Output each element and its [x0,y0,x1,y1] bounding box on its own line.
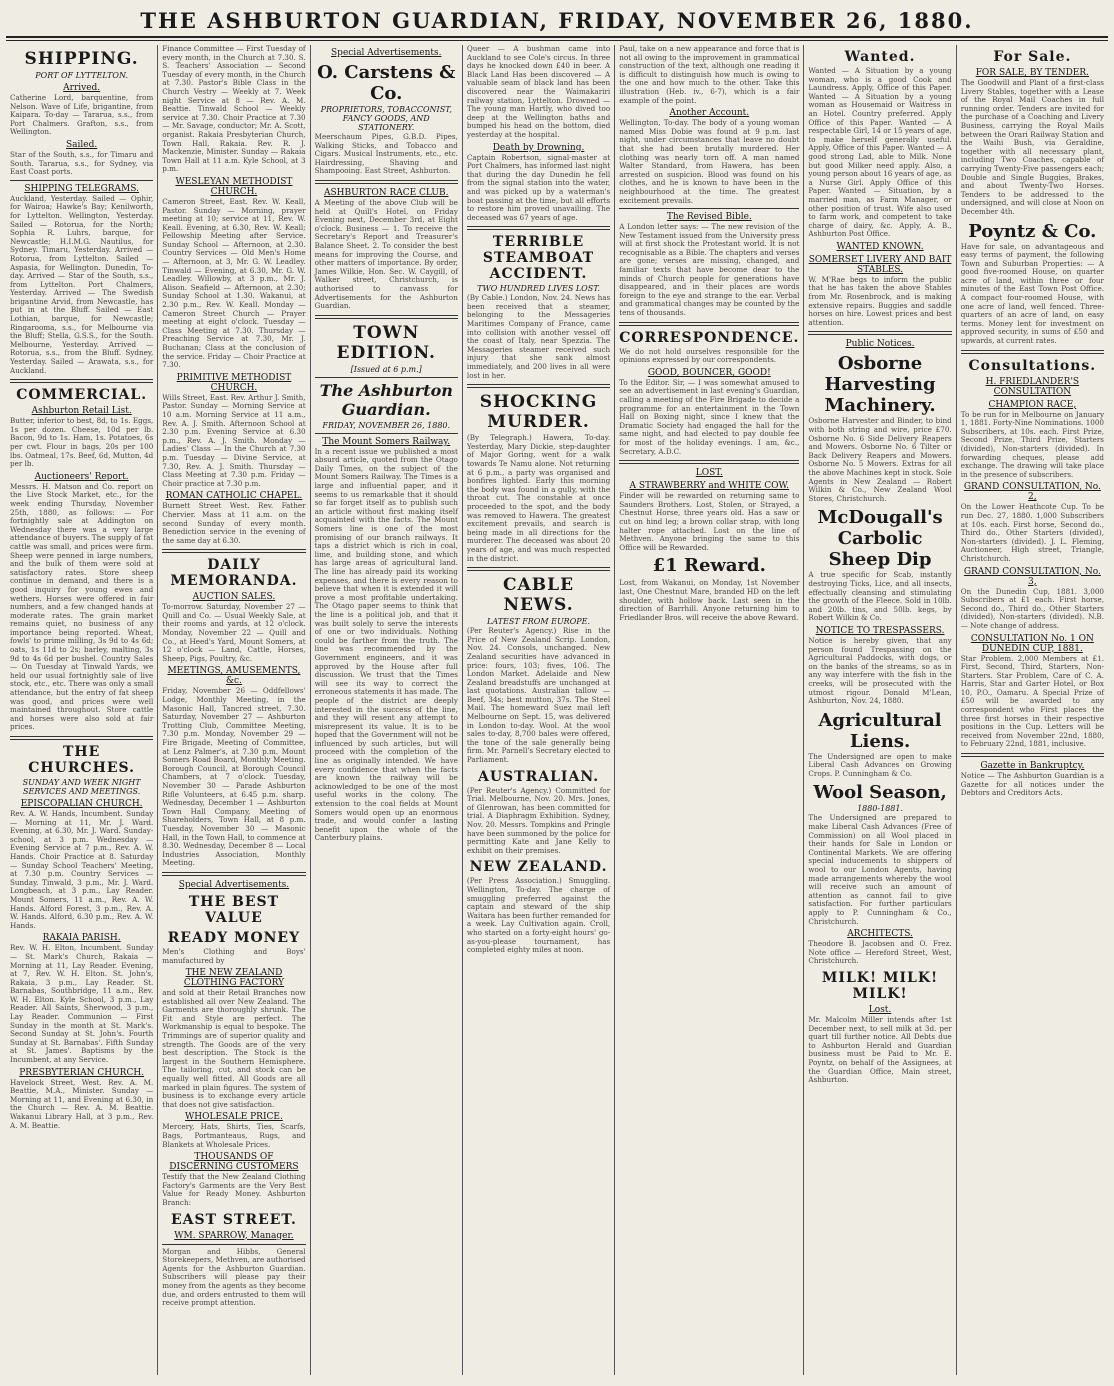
filler-text: Finance Committee — First Tuesday of every month, in the Church at 7.30. S. S. Teachers' Association — Second Tuesday of every month, in the Church at 7.30. Pastor's Bible Class in the Church Vestry — Weekly at 7. Week night Service at 8 — Rev. A. M. Beattie. Tinwald School — Weekly service at 7.30. Choir Practice at 7.30 — Mr. Savage, conductor; Mr. A. Scott, organist. Rakaia Presbyterian Church, Town Hall, Rakaia. Rev. R. J. Mackenzie, Minister. Sunday — Rakaia Town Hall at 11 a.m. Kyle School, at 3 p.m. [162,44,306,174]
grand3-heading: GRAND CONSULTATION, No. 3, [963,566,1101,587]
divider [10,379,153,383]
divider [619,322,799,326]
factory-heading: THE NEW ZEALAND CLOTHING FACTORY [183,968,285,989]
divider [467,226,610,230]
lost-heading: Lost. [868,1004,892,1015]
filler-text: A Meeting of the above Club will be held at Quill's Hotel, on Friday Evening next, December 3rd, at Eight o'clock. Business — 1. To receive the Secretary's Report and Treasurer's Balance Sheet. 2. To consider the best means for improving the Course, and other matters of importance. By order, James Wilkie, Hon. Sec. W. Caygill, of Walker street, Christchurch, is authorised to canvass for Advertisements for the Ashburton Guardian. [314,197,458,311]
good-heading: GOOD, BOUNCER, GOOD! [647,367,771,378]
filler-text: In a recent issue we published a most absurd article, quoted from the Otago Daily Times, on the subject of the Mount Somers Railway. The Times is a large and influential paper, and it seems to us remarkable that it should so far forget itself as to publish such an article without first making itself acquainted with the facts. The Mount Somers line is one of the most promising of our branch railways. It taps a district which is rich in coal, lime, and building stone, and which has large areas of agricultural land. The line has already paid its working expenses, and there is every reason to believe that when it is extended it will prove a most profitable undertaking. The Otago paper seems to think that the line is a political job, and that it was built solely to serve the interests of one or two individuals. Nothing could be farther from the truth. The line was recommended by the Government engineers, and it was approved by the House after full discussion. We trust that the Times will see its way to correct the erroneous statements it has made. The people of the district are deeply interested in the success of the line, and they will resent any attempt to misrepresent its value. It is to be hoped that the Government will not be influenced by such articles, but will proceed with the completion of the line as originally intended. We have every confidence that when the facts are known the railway will be acknowledged to be one of the most useful works in the colony. The extension to the coal fields at Mount Somers would open up an enormous trade, and would confer a lasting benefit upon the whole of the Canterbury plains. [314,446,458,843]
filler-text: Have for sale, on advantageous and easy terms of payment, the following Town and Suburban Properties: — A good five-roomed House, on quarter acre of land, within three or four minutes of the East Town Post Office. A compact four-roomed House, with one acre of land, well fenced. Three-quarters of an acre of land, on easy terms. Money lent for investment on approved security, in sums of £50 and upwards, at current rates. [960,241,1104,346]
filler-text: Wills Street, East. Rev. Arthur J. Smith, Pastor. Sunday — Morning Service at 10 a.m. Morning Service at 11 a.m., Rev. A. J. Smith. Afternoon School at 2.30 p.m. Evening Service at 6.30 p.m., Rev. A. J. Smith. Monday — Ladies' Class — In the Church at 7.30 p.m. Tuesday — Divine Service, at 7.30, Rev. A. J. Smith. Thursday — Class Meeting at 7.30 p.m. Friday — Choir practice at 7.30 p.m. [162,392,306,488]
filler-text: (By Cable.) London, Nov. 24. News has been received that a steamer, belonging to the Messageries Maritimes Company of France, came into collision with another vessel off the coast of Italy, near Spezzia. The Messageries steamer received such injury that she sank almost immediately, and 200 lives in all were lost in her. [466,293,611,380]
column-5 [615,45,804,1375]
filler-text: W. M'Rae begs to inform the public that he has taken the above Stables from Mr. Rosenbrock, and is making extensive repairs. Buggies and saddle horses on hire. Lowest prices and best attention. [808,274,952,327]
meetings-heading: MEETINGS, AMUSEMENTS, &c. [167,666,301,687]
dunedin-heading: CONSULTATION No. 1 ON DUNEDIN CUP, 1881. [970,633,1094,654]
another-heading: Another Account. [669,108,750,119]
filler-text: Queer — A bushman came into Auckland to see Cole's circus. In three days he knocked down £40 in beer. A Black Land Has been discovered — A valuable seam of black land has been discovered near the Waimakariri railway station, Lyttelton. Drowned — The young man Hartly, who dived too deep at the Wellington baths and bumped his head on the bottom, died yesterday at the hospital. [466,44,611,139]
filler-text: The Goodwill and Plant of a first-class Livery Stables, together with a Lease of the Royal Mail Coaches in full running order. Tenders are invited for the purchase of a Coaching and Livery Business, carrying the Royal Mails between the Orari Railway Station and the Waihi Bush, via Geraldine, together with all necessary plant, including Two Coaches, capable of carrying Twenty-Five passengers each; Double and Single Buggies, Brakes, and about Twenty-Two Horses. Tenders to be addressed to the undersigned, and will close at Noon on December 4th. [960,78,1104,216]
divider [467,384,610,388]
filler-text: Messrs. H. Matson and Co. report on the Live Stock Market, etc., for the week ending Thursday, November 25th, 1880, as follows: — For fortnightly sale at Addington on Wednesday there was a very large attendance of buyers. The supply of fat cattle was small, and prices were firm. Sheep were penned in large numbers, and the bulk of them were sold at satisfactory rates. Store sheep continue in demand, and there is a good inquiry for young ewes and wethers. Horses were offered in fair numbers, and a few changed hands at moderate rates. The grain market remains quiet, no business of any importance being reported. Wheat, fowls' to prime milling, 3s 9d to 4s 6d; oats, 1s 11d to 2s; barley, malting, 3s 9d to 4s 6d per bushel. Country Sales — On Tuesday at Tinwald Yards, we held our usual fortnightly sale of live stock, etc., etc. There was only a small attendance, but the entry of fat sheep was good, and prices were well maintained throughout. Store cattle and horses were also sold at fair prices. [10,481,154,732]
public-heading: Public Notices. [845,339,915,350]
filler-text: We do not hold ourselves responsible for the opinions expressed by our correspondents. [619,346,800,365]
consultations-heading: Consultations. [968,357,1097,374]
tender-heading: FOR SALE, BY TENDER. [975,68,1090,78]
filler-text: Captain Robertson, signal-master at Port Chalmers, has informed last night that during the day Dunedin he fell from the signal station into the water, and was picked up by a waterman's boat passing at the time, but all efforts to restore him proved unavailing. The deceased was 67 years of age. [466,152,611,222]
divider [619,460,799,464]
filler-text: A true specific for Scab, instantly destroying Ticks, Lice, and all insects, effectually cleansing and stimulating the growth of the Fleece. Sold in 10lb. and 20lb. tins, and 50lb. kegs, by Robert Wilkin & Co. [808,570,952,623]
filler-text: A London letter says: — The new revision of the New Testament issued from the University press will at first shock the Protestant world. It is not recognisable as a Bible. The chapters and verses are gone; verses are missing, changed, and familiar texts that have become dear to the minds of Church people for generations have disappeared, and in their places are words foreign to the eye and strange to the ear. Verbal and grammatical changes may be counted by the tens of thousands. [619,222,800,318]
filler-text: and sold at their Retail Branches now established all over New Zealand. The Garments are thoroughly shrunk. The Fit and Style are perfect. The Workmanship is equal to bespoke. The Trimmings are of superior quality and strength. The Goods are of the very best description. The Stock is the largest in the Southern Hemisphere. The tailoring, cut, and stock can be equally well fitted. All Goods are all marked in plain figures. The system of business is to exchange every article that does not give satisfaction. [162,988,306,1109]
filler-text: To be run for in Melbourne on January 1, 1881. Forty-Nine Nominations. 1000 Subscribers, at 10s. each. First Prize, Second Prize, Third Prize, Starters (divided), Non-starters (divided). In forwarding cheques, please add exchange. The drawing will take place in the presence of subscribers. [960,409,1104,479]
special-heading: Special Advertisements. [178,879,290,890]
filler-text: Star Problem. 2,000 Members at £1. First, Second, Third, Starters, Non-Starters. Star Problem, Care of C. A. Harris, Star and Garter Hotel, or Box 10, P.O., Oamaru. A Special Prize of £50 will be awarded to any correspondent who First places the three first horses in their respective positions in the Cup. Letters will be received from November 22nd, 1880, to February 22nd, 1881, inclusive. [960,653,1104,749]
wanted-heading: Wanted. [844,49,916,65]
divider [10,180,153,181]
churches-subheading: SUNDAY AND WEEK NIGHT SERVICES AND MEETINGS. [22,778,141,796]
wesleyan-heading: WESLEYAN METHODIST CHURCH. [175,176,293,197]
filler-text: Notice — The Ashburton Guardian is a Gazette for all notices under the Debtors and Creditors Acts. [960,771,1104,798]
arrived-heading: Arrived. [63,83,101,93]
roman-heading: ROMAN CATHOLIC CHAPEL. [165,491,303,502]
divider [315,315,458,319]
column-6 [804,45,956,1375]
auctioneers-heading: Auctioneers' Report. [34,471,129,482]
wanted-known-heading: WANTED KNOWN. [836,241,924,252]
somers-heading: The Mount Somers Railway. [322,436,451,447]
filler-text: Testify that the New Zealand Clothing Factory's Garments are the Very Best Value for Ready Money. Ashburton Branch: [162,1172,306,1207]
correspondence-heading: CORRESPONDENCE. [619,329,800,346]
filler-text: Burnett Street West. Rev. Father Chervier. Mass at 11 a.m. on the second Sunday of every month. Benediction service in the evening of the same day at 6.30. [162,501,306,545]
liens-heading: Agricultural Liens. [818,709,942,752]
divider [162,1244,305,1245]
filler-text: Paul, take on a new appearance and force that is not all owing to the improvement in grammatical construction of the text, although one reading it is difficult to distinguish how much is owing to the one and how much to the other. Take this illustration (Heb. iv., 6-7), which is a fair example of the point. [619,44,800,105]
filler-text: To the Editor. Sir, — I was somewhat amused to see an advertisement in last evening's Guardian, calling a meeting of the Fire Brigade to decide a programme for an entertainment in the Town Hall on Boxing night, since I knew that the Dramatic Society had engaged the hall for the same night, and had elected to pay double fee for most of the holiday evenings. I am, &c., Secretary, A.D.C. [619,377,800,456]
ready-money-heading: READY MONEY [167,929,301,946]
friedlander-heading: H. FRIEDLANDER'S CONSULTATION [985,376,1080,397]
tobacconist-heading: PROPRIETORS, TOBACCONIST, FANCY GOODS, AND STATIONERY. [320,105,452,132]
presbyterian-heading: PRESBYTERIAN CHURCH. [19,1067,145,1078]
filler-text: Morgan and Hibbs, General Storekeepers, Methven, are authorised Agents for the Ashburton Guardian. Subscribers will please pay their money from the agents as they become due, and orders entrusted to them will receive prompt attention. [162,1246,306,1308]
filler-text: On the Lower Heathcote Cup. To be run Dec. 27, 1880. 1,000 Subscribers at 10s. each. First horse, Second do., Third do., Other Starters (divided), Non-starters (divided). J. L. Fleming, Auctioneer, High street, Triangle, Christchurch. [960,502,1104,563]
filler-text: (Per Reuter's Agency.) Rise in the Price of New Zealand Scrip. London, Nov. 24. Consols, unchanged. New Zealand securities have advanced in price: fours, 103; fives, 106. The London Market. Adelaide and New Zealand breadstuffs are unchanged at last quotations. Australian tallow — Beef, 34s; best mutton, 37s. The Steel Mail. The homeward Suez mail left Melbourne on Sept. 15, was delivered in London to-day. Wool. At the wool sales to-day, 8,700 bales were offered, the tone of the sale generally being firm. Mr. Parnell's Secretary elected to Parliament. [466,626,611,765]
filler-text: Star of the South, s.s., for Timaru and South. Tararua, s.s., for Sydney, via East Coast ports. [10,149,154,177]
telegrams-heading: SHIPPING TELEGRAMS. [24,183,139,194]
two-hundred-subheading: TWO HUNDRED LIVES LOST. [477,284,600,294]
auction-heading: AUCTION SALES. [192,592,276,603]
issued-note: [Issued at 6 p.m.] [350,364,422,374]
latest-subheading: LATEST FROM EUROPE. [487,617,591,627]
retail-heading: Ashburton Retail List. [31,406,132,417]
columns [6,45,1108,1375]
sailed-heading: Sailed. [66,139,98,150]
divider [961,350,1104,354]
filler-text: Friday, November 26 — Oddfellows' Lodge, Monthly Meeting, in the Masonic Hall, Tancred street, 7.30. Saturday, November 27 — Ashburton Trotting Club, Committee Meeting, 7.30 p.m. Monday, November 29 — Fire Brigade, Meeting of Committee, at Lenz Palmer's, at 7.30 p.m. Mount Somers Road Board, Monthly Meeting. Borough Council, at Borough Council Chambers, at 7 o'clock. Tuesday, November 30 — Parade Ashburton Rifle Volunteers, at 6.45 p.m. sharp. Wednesday, December 1 — Ashburton Town Hall Company, Meeting of Shareholders, Town Hall, at 8 p.m. Tuesday, November 30 — Masonic Hall, in the Town Hall, to commence at 8.30. Wednesday, December 8 — Local Industries Association, Monthly Meeting. [162,686,306,868]
filler-text: Butter, inferior to best, 8d, to 1s. Eggs, 1s per dozen. Cheese, 10d per lb. Bacon, 9d to 1s. Ham, 1s. Potatoes, 6s per cwt. Flour in bags, 20s per 100 lbs. Oatmeal, 17s. Beef, 6d, Mutton, 4d per lb. [10,416,154,469]
grand2-heading: GRAND CONSULTATION, No. 2, [963,482,1101,503]
mcdougall-heading: McDougall's Carbolic Sheep Dip [817,507,943,571]
divider [315,180,458,184]
milk-heading: MILK! MILK! MILK! [821,969,939,1002]
carstens-heading: O. Carstens & Co. [317,62,456,104]
filler-text: Wellington, To-day. The body of a young woman named Miss Dobie was found at 9 p.m. last night, under circumstances that leave no doubt that she had been brutally murdered. Her clothing was nearly torn off. A man named Walter Standard, from Hawera, has been arrested on suspicion. Blood was found on his clothes, and he is known to have been in the neighbourhood at the time. The greatest excitement prevails. [619,118,800,205]
wool-year: 1880-1881. [857,804,904,814]
shocking-heading: SHOCKING MURDER. [479,392,598,433]
special-heading: Special Advertisements. [331,48,442,58]
filler-text: Finder will be rewarded on returning same to Saunders Brothers. Lost, Stolen, or Strayed, a Chestnut Horse, three years old. Has a saw or cut on hind leg; a brown collar strap, with long halter rope attached. Lost on the line of Methven. Anyone bringing the same to this Office will be Rewarded. [619,491,800,552]
dateline: FRIDAY, NOVEMBER 26, 1880. [322,420,451,430]
thousands-heading: THOUSANDS OF DISCERNING CUSTOMERS [169,1152,299,1173]
revised-heading: The Revised Bible. [666,212,752,223]
filler-text: Mercery, Hats, Shirts, Ties, Scarfs, Bags, Portmanteaus, Rugs, and Blankets at Wholesale Prices. [162,1122,306,1149]
filler-text: Auckland, Yesterday. Sailed — Ophir, for Wairoa; Hawke's Bay; Kenilworth, for Lyttelton. Wellington, Yesterday. Sailed — Rotorua, for the North; Sophia R. Luhrs, barque, for Newcastle; H.I.M.G. Nautilus, for Sydney. Timaru, Yesterday. Arrived — Rotorua, from Lyttelton. Sailed — Aspasia, for Wellington. Dunedin, To-day. Arrived — Star of the South, s.s., from Lyttelton. Port Chalmers, Yesterday. Arrived — The Swedish brigantine Arvid, from Newcastle, has put in at the Bluff. Sailed — East Lothian, barque, for Newcastle; Ringarooma, s.s., for Melbourne via the Bluff; Stella, G.S.S., for the South. Melbourne, Yesterday. Arrived — Rotorua, s.s., from the Bluff. Sydney, Yesterday. Sailed — Arawata, s.s., for Auckland. [10,193,154,375]
column-1 [6,45,158,1375]
commercial-heading: COMMERCIAL. [16,387,148,404]
filler-text: Theodore B. Jacobsen and O. Frez. Note office — Hereford Street, West, Christchurch. [808,939,952,966]
australian-heading: AUSTRALIAN. [477,768,600,785]
rakaia-heading: RAKAIA PARISH. [42,933,121,944]
lost-heading: LOST. [695,468,723,479]
champion-heading: CHAMPION RACE, [988,399,1077,410]
primitive-heading: PRIMITIVE METHODIST CHURCH. [176,372,292,393]
trespass-heading: NOTICE TO TRESPASSERS. [815,625,945,636]
sparrow-signature: WM. SPARROW, Manager. [174,1230,294,1241]
divider [961,753,1104,757]
filler-text: Cameron Street, East. Rev. W. Keall, Pastor. Sunday — Morning, prayer meeting at 10; service at 11, Rev. W. Keall. Evening, at 6.30, Rev. W. Keall; Fellowship Meeting after Service. Sunday School — Afternoon, at 2.30. Country Services — Old Men's Home — Afternoon, at 3, Mr. G. W. Leadley. Tinwald — Evening, at 6.30, Mr. G. W. Leadley. Willowby, at 3 p.m., Mr. J. Alison. Seafield — Afternoon, at 2.30; Sunday School at 1.30. Wakanui, at 2.30 p.m., Rev. W. Keall. Monday — Cameron Street Church — Prayer meeting at eight o'clock. Tuesday — Class Meeting at 7.30. Thursday — Preaching Service at 7.30, Mr. J. Buchanan; Class at the conclusion of the service. Friday — Choir Practice at 7.30. [162,196,306,370]
filler-text: Rev. W. H. Elton, Incumbent. Sunday — St. Mark's Church, Rakaia — Morning at 11, Lay Reader. Evening, at 7, Rev. W. H. Elton. St. John's, Rakaia, 3 p.m., Lay Reader. St. Barnabas, Southbridge, 11 a.m., Rev. W. H. Elton. Kyle School, 3 p.m., Lay Reader. All Saints, Sherwood, 3 p.m., Lay Reader. Communion — First Sunday in the month at St. Mark's. Second Sunday at St. John's. Fourth Sunday at St. Barnabas'. Fifth Sunday at St. James'. Baptisms by the Incumbent, at any Service. [10,943,154,1065]
divider [315,433,458,434]
guardian-nameplate: The Ashburton Guardian. [319,380,453,419]
new-zealand-heading: NEW ZEALAND. [469,859,608,876]
episcopalian-heading: EPISCOPALIAN CHURCH. [20,799,143,809]
masthead-title: THE ASHBURTON GUARDIAN, FRIDAY, NOVEMBER 26, 1880. [140,8,974,33]
filler-text: (By Telegraph.) Hawera, To-day. Yesterday, Mary Dickie, step-daughter of Major Goring, went for a walk towards Te Namu alone. Not returning at 6 p.m., a party was organised and bonfires lighted. Early this morning the body was found in a gully, with the throat cut. The constable at once proceeded to the spot, and the body was removed to Hawera. The greatest excitement prevails, and search is being made in all directions for the murderer. The deceased was about 20 years of age, and was much respected in the district. [466,433,611,563]
filler-text: The Undersigned are prepared to make Liberal Cash Advances (Free of Commission) on all Wool placed in their hands for Sale in London or Continental Markets. We are offering special inducements to shippers of wool to our London Agents, having made arrangements whereby the wool will receive such an amount of attention as cannot fail to give satisfaction. For further particulars apply to P. Cunningham & Co., Christchurch. [808,813,952,926]
filler-text: Meerschaum Pipes, G.B.D. Pipes, Walking Sticks, and Tobacco and Cigars. Musical Instruments, etc., etc. Hairdressing, Shaving and Shampooing. East Street, Ashburton. [314,132,458,176]
divider [467,567,610,571]
filler-text: Havelock Street, West. Rev. A. M. Beattie, M.A., Minister. Sunday — Morning at 11, and Evening at 6.30, in the Church — Rev. A. M. Beattie. Wakanui Library Hall, at 3 p.m., Rev. A. M. Beattie. [10,1077,154,1130]
divider [10,736,153,740]
filler-text: The Undersigned are open to make Liberal Cash Advances on Growing Crops. P. Cunningham & Co. [808,751,952,778]
gazette-heading: Gazette in Bankruptcy. [980,761,1085,772]
churches-heading: THE CHURCHES. [28,744,136,776]
shipping-heading: SHIPPING. [24,49,139,69]
port-heading: PORT OF LYTTELTON. [35,71,128,80]
for-sale-heading: For Sale. [993,49,1072,65]
divider [162,872,305,876]
race-club-heading: ASHBURTON RACE CLUB. [324,187,449,198]
divider [162,549,305,553]
poyntz-heading: Poyntz & Co. [968,220,1097,242]
terrible-heading: TERRIBLE STEAMBOAT ACCIDENT. [482,234,595,283]
town-edition-heading: TOWN EDITION. [336,322,436,363]
memoranda-heading: DAILY MEMORANDA. [170,557,298,590]
drowning-heading: Death by Drowning. [492,142,585,153]
filler-text: Men's Clothing and Boys' manufactured by [162,946,306,965]
column-4 [463,45,615,1375]
divider [315,377,458,378]
filler-text: (Per Reuter's Agency.) Committed for Trial. Melbourne, Nov. 20. Mrs. Jones, of Glenrowan, has been committed for trial. A Diaphragm Exhibition. Sydney, Nov. 20. Messrs. Tompkins and Pringle have been summoned by the police for permitting Kate and Jane Kelly to exhibit on their premises. [466,785,611,855]
cable-heading: CABLE NEWS. [503,575,575,616]
wholesale-heading: WHOLESALE PRICE. [185,1112,283,1123]
reward-heading: £1 Reward. [652,555,766,577]
filler-text: Catherine Lord, barquentine, from Nelson. Wave of Life, brigantine, from Kaipara. To-day — Tararua, s.s., from Port Chalmers. Grafton, s.s., from Wellington. [10,93,154,137]
wool-heading: Wool Season, [813,782,947,804]
divider [619,208,799,209]
east-street-heading: EAST STREET. [170,1211,297,1228]
filler-text: Rev. A. W. Hands, Incumbent. Sunday — Morning at 11, Mr. J. Ward. Evening, at 6.30, Mr. J. Ward. Sunday-school, at 3 p.m. Wednesday — Evening Service at 7 p.m., Rev. A. W. Hands. Choir Practice at 8. Saturday — Sunday School Teachers' Meeting, at 7.30 p.m. Country Services — Sunday. Tinwald, 3 p.m., Mr. J. Ward. Longbeach, at 3 p.m., Lay Reader. Mount Somers, 11 a.m., Rev. A. W. Hands. Alford Forest, 3 p.m., Rev. A. W. Hands. Alford, 6.30 p.m., Rev. A. W. Hands. [10,809,154,930]
column-2 [158,45,310,1375]
filler-text: Lost, from Wakanui, on Monday, 1st November last, One Chestnut Mare, branded HD on the left shoulder, with hollow back. Last seen in the direction of Barrhill. Anyone returning him to Friedlander Bros. will receive the above Reward. [619,578,800,622]
somerset-heading: SOMERSET LIVERY AND BAIT STABLES. [808,254,952,275]
divider [808,331,951,335]
filler-text: Notice is hereby given, that any person found Trespassing on the Agricultural Paddocks, with dogs, or on the banks of the streams, so as in any way interfere with the fish in the creeks, will be prosecuted with the utmost rigour. Donald M'Lean, Ashburton, Nov. 24, 1880. [808,635,952,706]
filler-text: (Per Press Association.) Smuggling. Wellington, To-day. The charge of smuggling preferred against the captain and steward of the ship Waitara has been further remanded for a week. Lay Cultivation again. Croll, who started on a forty-eight hours' go-as-you-please tournament, has completed eighty miles at noon. [466,876,611,955]
osborne-heading: Osborne Harvesting Machinery. [824,353,936,417]
filler-text: Osborne Harvester and Binder, to bind with both string and wire, price £70. Osborne No. 6 Side Delivery Reapers and Mowers. Osborne No. 6 Tilter or Back Delivery Reapers and Mowers. Osborne No. 5 Mowers. Extras for all the above Machines kept in stock. Sole Agents in New Zealand — Robert Wilkin & Co., New Zealand Wool Stores, Christchurch. [808,416,952,503]
filler-text: Wanted — A Situation by a young woman, who is a good Cook and Laundress. Apply, Office of this Paper. Wanted — A Situation by a young woman as Housemaid or Waitress in an Hotel. Country preferred. Apply Office of this Paper. Wanted — A respectable Girl, 14 or 15 years of age, to make herself generally useful. Apply, Office of this Paper. Wanted — A good strong Lad, able to Milk. None but good Milker need apply. Also, a young person about 16 years of age, as a Nurse Girl. Apply Office of this Paper. Wanted — Situation, by a married man, as Farm Manager, or other position of trust. Wife also used to farm work, and competent to take charge of dairy, &c. Apply, A. B., Ashburton Post Office. [808,66,952,239]
column-3 [311,45,463,1375]
architects-heading: ARCHITECTS. [847,929,913,940]
filler-text: Mr. Malcolm Miller intends after 1st December next, to sell milk at 3d. per quart till further notice. All Debts due to Ashburton Herald and Guardian business must be Paid to Mr. E. Poyntz, on behalf of the Assignees, at the Guardian Office, Main street, Ashburton. [808,1014,952,1085]
strawberry-heading: A STRAWBERRY and WHITE COW. [629,481,790,492]
masthead-rule [6,36,1108,41]
filler-text: On the Dunedin Cup, 1881. 3,000 Subscribers at £1 each. First horse, Second do., Third do., Other Starters (divided), Non-starters (divided). N.B. — Note change of address. [960,586,1104,630]
filler-text: To-morrow. Saturday, November 27 — Quill and Co. — Usual Weekly Sale, at their rooms and yards, at 12 o'clock. Monday, November 22 — Quill and Co., at Heed's Yard, Mount Somers, at 12 o'clock — Land, Cattle, Horses, Sheep, Pigs, Poultry, &c. [162,602,306,663]
column-7 [957,45,1108,1375]
best-value-heading: THE BEST VALUE [188,893,280,926]
